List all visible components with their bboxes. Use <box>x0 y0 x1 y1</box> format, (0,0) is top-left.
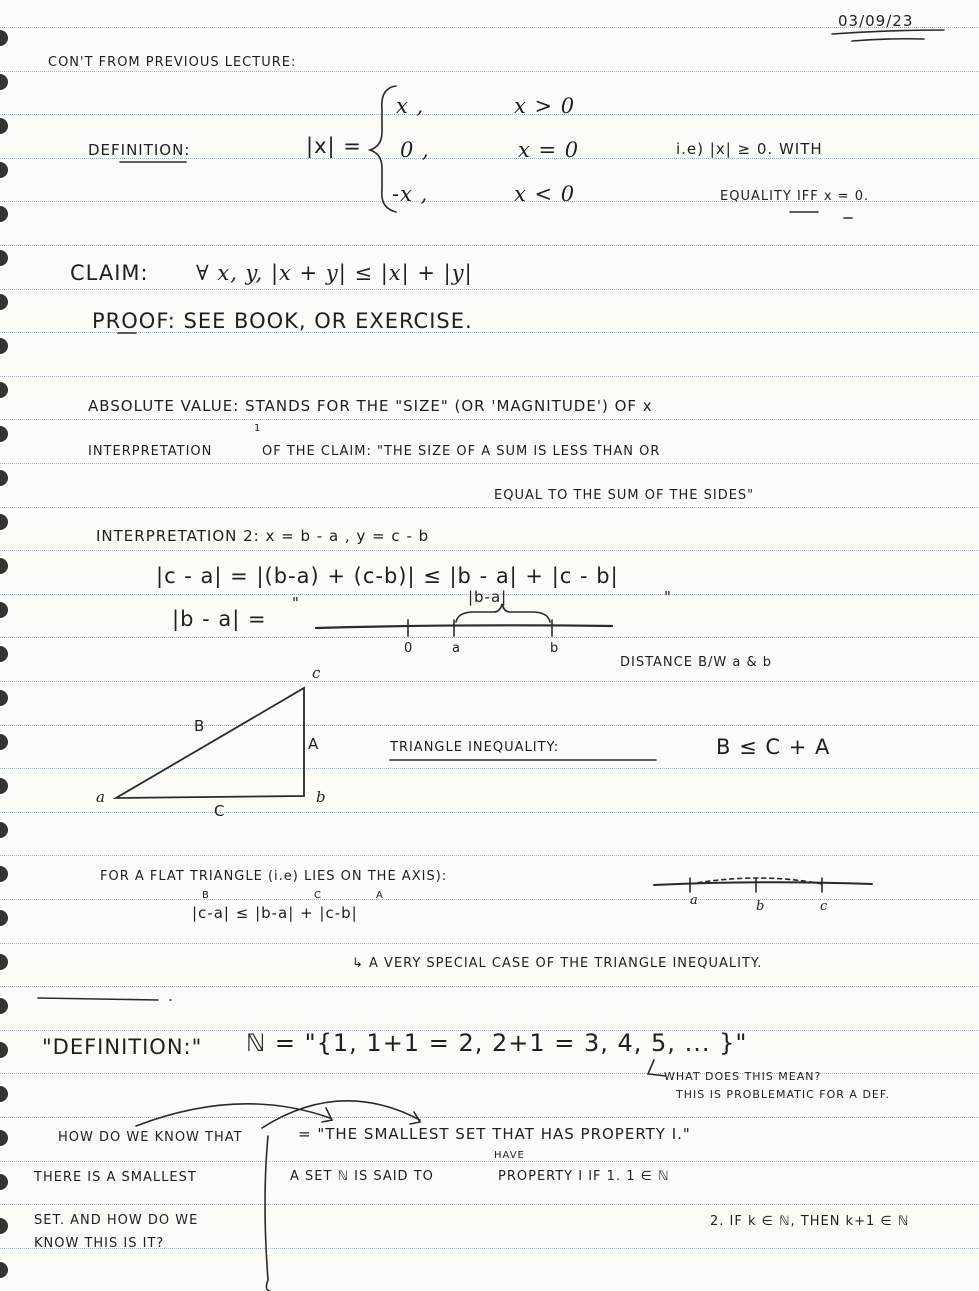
ruled-line <box>0 550 979 551</box>
vertex-a: a <box>96 788 106 806</box>
flat-axis <box>654 882 872 885</box>
equation-2-quote-open: " <box>292 594 300 612</box>
ruled-line <box>0 943 979 944</box>
definition-label: DEFINITION: <box>88 141 191 159</box>
side-B: B <box>194 717 206 735</box>
ruled-line <box>0 768 979 769</box>
binder-hole <box>0 778 8 794</box>
binder-hole <box>0 470 8 486</box>
binder-hole <box>0 206 8 222</box>
special-case-note: ↳ A VERY SPECIAL CASE OF THE TRIANGLE INEQUALITY. <box>352 956 763 971</box>
binder-hole <box>0 734 8 750</box>
tick-label-a: a <box>452 641 461 656</box>
triangle-inequality: B ≤ C + A <box>716 735 831 759</box>
naturals-set: ℕ = "{1, 1+1 = 2, 2+1 = 3, 4, 5, ... }" <box>246 1029 748 1057</box>
ruled-line <box>0 812 979 813</box>
interpretation-1-continuation: EQUAL TO THE SUM OF THE SIDES" <box>494 488 755 503</box>
interpretation-2-line: INTERPRETATION 2: x = b - a , y = c - b <box>96 527 430 545</box>
binder-hole <box>0 998 8 1014</box>
triangle <box>116 688 304 798</box>
vertex-c: c <box>312 664 322 682</box>
case-expr-1: x , <box>396 94 425 118</box>
ruled-line <box>0 71 979 72</box>
binder-hole <box>0 250 8 266</box>
binder-hole <box>0 1174 8 1190</box>
binder-hole <box>0 1262 8 1278</box>
binder-hole <box>0 822 8 838</box>
triangle-inequality-label: TRIANGLE INEQUALITY: <box>390 740 560 755</box>
binder-hole <box>0 646 8 662</box>
binder-hole <box>0 1086 8 1102</box>
property-line-tail: PROPERTY I IF 1. 1 ∈ ℕ <box>498 1169 670 1184</box>
binder-hole <box>0 690 8 706</box>
ruled-line <box>0 899 979 900</box>
equation-2-quote-close: " <box>664 588 672 606</box>
brace-label: |b-a| <box>468 588 508 606</box>
ruled-line <box>0 1073 979 1074</box>
intro-line: CON'T FROM PREVIOUS LECTURE: <box>48 55 297 70</box>
marker-B: B <box>202 890 210 901</box>
ruled-line <box>0 855 979 856</box>
flat-inequality: |c-a| ≤ |b-a| + |c-b| <box>192 904 358 922</box>
tick-label-0: 0 <box>404 641 414 656</box>
date-underline <box>832 30 944 41</box>
binder-hole <box>0 162 8 178</box>
case-cond-2: x = 0 <box>518 138 580 162</box>
equation-1: |c - a| = |(b-a) + (c-b)| ≤ |b - a| + |c - b| <box>156 564 619 588</box>
absolute-value-line: ABSOLUTE VALUE: STANDS FOR THE "SIZE" (OR 'MAGNITUDE') OF x <box>88 397 653 415</box>
bottom-bracket <box>265 1136 270 1291</box>
claim-label: CLAIM: <box>70 261 149 285</box>
ruled-line <box>0 27 979 28</box>
left-note-2: THERE IS A SMALLEST <box>34 1170 197 1185</box>
binder-hole <box>0 1130 8 1146</box>
binder-hole <box>0 74 8 90</box>
axis-label-c: c <box>820 899 829 914</box>
binder-hole <box>0 602 8 618</box>
abs-lhs: |x| = <box>306 134 362 158</box>
interpretation-1-label: INTERPRETATION <box>88 444 213 459</box>
interpretation-1-number: 1 <box>254 423 262 434</box>
equality-note: EQUALITY IFF x = 0. <box>720 189 870 204</box>
tick-label-b: b <box>550 641 560 656</box>
arc-arrow-2 <box>262 1101 420 1128</box>
vertex-b: b <box>316 788 327 806</box>
date: 03/09/23 <box>838 12 914 30</box>
proof-line: PROOF: SEE BOOK, OR EXERCISE. <box>92 309 473 333</box>
binder-hole <box>0 426 8 442</box>
case-expr-2: 0 , <box>400 138 430 162</box>
ruled-line <box>0 986 979 987</box>
property-line: A SET ℕ IS SAID TO <box>290 1169 434 1184</box>
equation-2-lhs: |b - a| = <box>172 607 267 631</box>
distance-note: DISTANCE B/W a & b <box>620 655 772 670</box>
smallest-set-line: = "THE SMALLEST SET THAT HAS PROPERTY I." <box>298 1125 691 1143</box>
ie-note: i.e) |x| ≥ 0. WITH <box>676 140 823 158</box>
arc-arrow-1 <box>136 1104 332 1126</box>
binder-hole <box>0 558 8 574</box>
have-insertion: HAVE <box>494 1150 525 1161</box>
number-line <box>316 625 612 628</box>
ruled-line <box>0 114 979 115</box>
ruled-line <box>0 376 979 377</box>
binder-hole <box>0 30 8 46</box>
binder-hole <box>0 910 8 926</box>
ruled-line <box>0 463 979 464</box>
ruled-line <box>0 419 979 420</box>
binder-hole <box>0 514 8 530</box>
left-note-3: SET. AND HOW DO WE <box>34 1213 199 1228</box>
ruled-line <box>0 1117 979 1118</box>
question-1: WHAT DOES THIS MEAN? <box>664 1070 822 1083</box>
binder-hole <box>0 866 8 882</box>
axis-label-a: a <box>690 893 699 908</box>
ruled-line <box>0 725 979 726</box>
side-C: C <box>214 802 226 820</box>
binder-hole <box>0 1042 8 1058</box>
number-line-ticks <box>408 620 552 636</box>
ruled-line <box>0 289 979 290</box>
left-note-4: KNOW THIS IS IT? <box>34 1236 165 1251</box>
equality-underline <box>790 212 852 218</box>
case-expr-3: -x , <box>392 182 429 206</box>
binder-hole <box>0 294 8 310</box>
interpretation-1-text: OF THE CLAIM: "THE SIZE OF A SUM IS LESS THAN OR <box>262 444 661 459</box>
marker-C: C <box>314 890 322 901</box>
side-A: A <box>308 735 320 753</box>
binder-hole <box>0 382 8 398</box>
ruled-line <box>0 1204 979 1205</box>
binder-hole <box>0 118 8 134</box>
distance-brace <box>456 604 550 622</box>
case-cond-3: x < 0 <box>514 182 576 206</box>
left-note-1: HOW DO WE KNOW THAT <box>58 1130 243 1145</box>
question-2: THIS IS PROBLEMATIC FOR A DEF. <box>676 1088 890 1101</box>
axis-label-b: b <box>756 899 766 914</box>
marker-A: A <box>376 890 384 901</box>
claim-statement: ∀ x, y, |x + y| ≤ |x| + |y| <box>196 261 473 285</box>
ruled-line <box>0 681 979 682</box>
separator <box>38 998 158 1000</box>
rule-2: 2. IF k ∈ ℕ, THEN k+1 ∈ ℕ <box>710 1214 910 1229</box>
ruled-line <box>0 507 979 508</box>
binder-hole <box>0 338 8 354</box>
binder-hole <box>0 954 8 970</box>
flat-ticks <box>690 878 822 892</box>
ruled-line <box>0 1161 979 1162</box>
ruled-line <box>0 245 979 246</box>
flat-arc <box>690 878 822 884</box>
definition-2-label: "DEFINITION:" <box>42 1035 203 1059</box>
flat-triangle-line: FOR A FLAT TRIANGLE (i.e) LIES ON THE AXIS): <box>100 869 448 884</box>
ruled-line <box>0 637 979 638</box>
case-cond-1: x > 0 <box>514 94 576 118</box>
binder-hole <box>0 1218 8 1234</box>
